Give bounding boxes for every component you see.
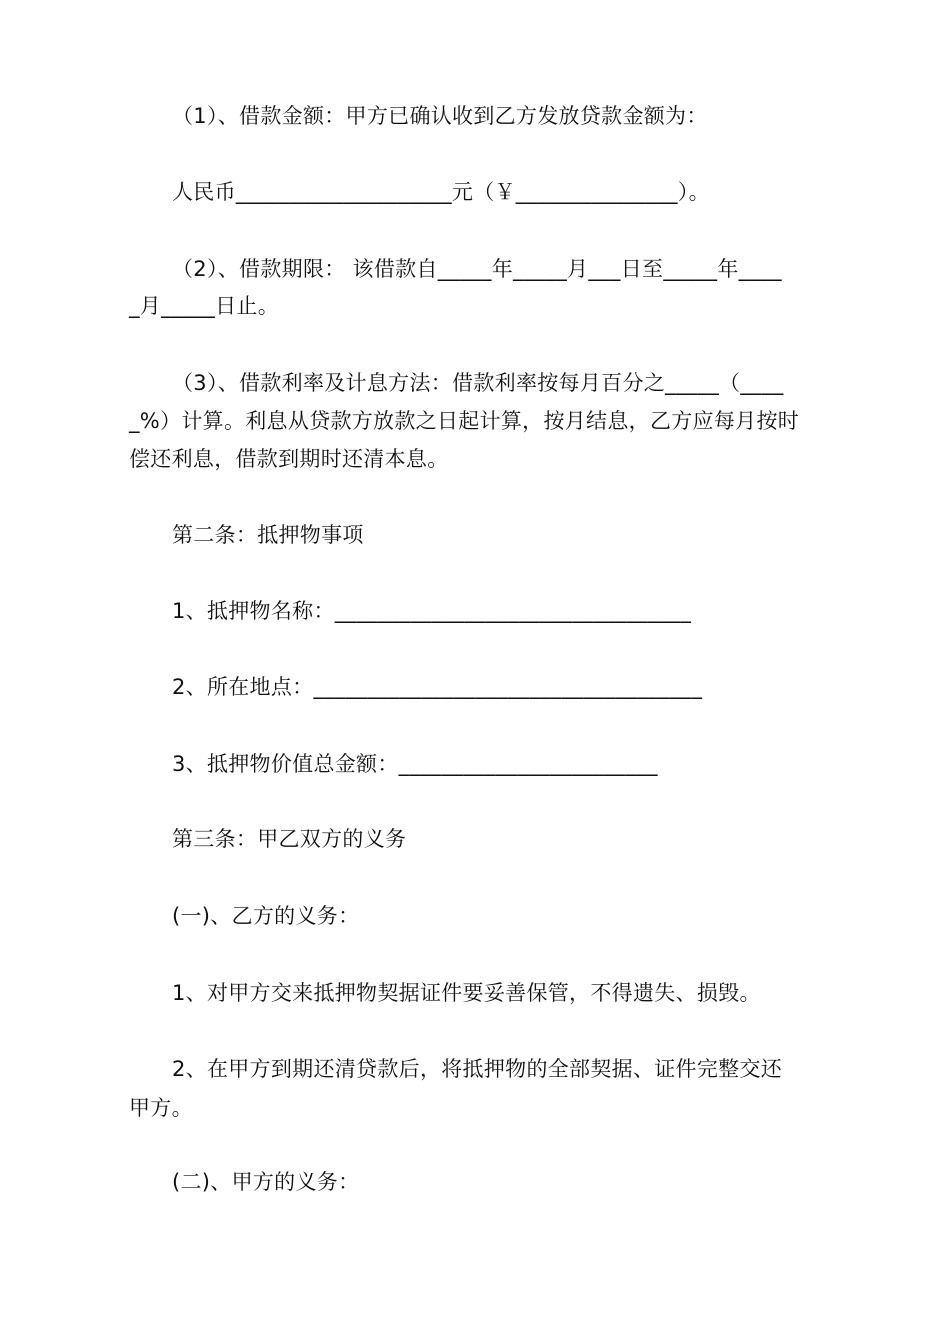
interest-rate-clause-cont-1: _%）计算。利息从贷款方放款之日起计算，按月结息，乙方应每月按时 xyxy=(129,409,800,433)
party-b-obligations-heading: (一)、乙方的义务： xyxy=(172,904,360,928)
party-a-obligations-heading: (二)、甲方的义务： xyxy=(172,1170,360,1194)
collateral-location-field: 2、所在地点：____________________________________ xyxy=(172,675,703,699)
rmb-amount-line: 人民币____________________元（￥_______________）。 xyxy=(172,180,710,204)
article-three-heading: 第三条：甲乙双方的义务 xyxy=(172,827,407,851)
loan-term-clause-cont: _月_____日止。 xyxy=(129,294,279,318)
interest-rate-clause: （3）、借款利率及计息方法：借款利率按每月百分之_____（____ xyxy=(172,371,784,395)
article-two-heading: 第二条：抵押物事项 xyxy=(172,523,364,547)
loan-amount-clause: （1）、借款金额：甲方已确认收到乙方发放贷款金额为： xyxy=(172,104,708,128)
party-b-obligation-2: 2、在甲方到期还清贷款后，将抵押物的全部契据、证件完整交还 xyxy=(172,1057,783,1081)
interest-rate-clause-cont-2: 偿还利息，借款到期时还清本息。 xyxy=(129,447,449,471)
collateral-name-field: 1、抵押物名称：_________________________________ xyxy=(172,599,692,623)
loan-term-clause: （2）、借款期限： 该借款自_____年_____月___日至_____年____ xyxy=(172,257,782,281)
collateral-value-field: 3、抵押物价值总金额：________________________ xyxy=(172,752,658,776)
party-b-obligation-2-cont: 甲方。 xyxy=(129,1096,193,1120)
party-b-obligation-1: 1、对甲方交来抵押物契据证件要妥善保管，不得遗失、损毁。 xyxy=(172,981,761,1005)
